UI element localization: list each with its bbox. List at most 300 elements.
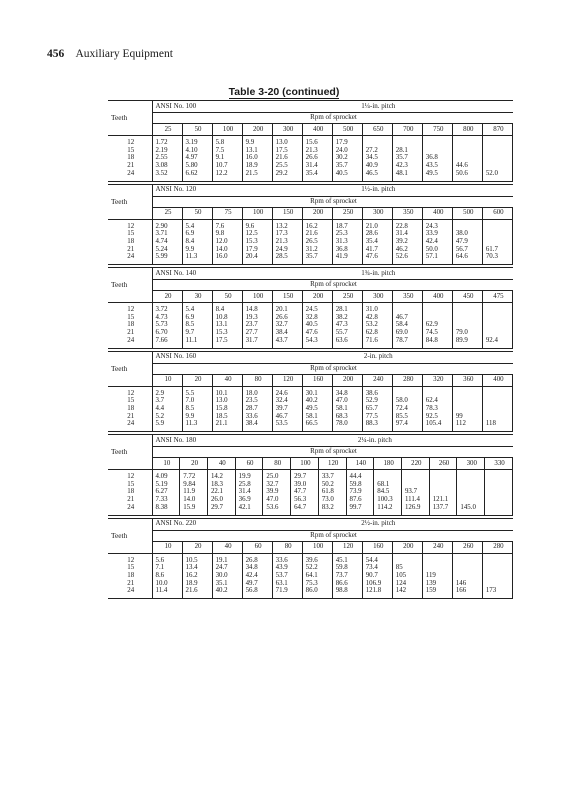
power-value: 73.4 [362,564,392,572]
power-value: 40.5 [332,170,362,181]
power-value: 7.0 [182,397,212,405]
power-value: 7.6 [212,219,242,230]
power-value [392,386,422,397]
power-value: 9.9 [182,413,212,421]
power-value: 35.1 [212,580,242,588]
power-value: 34.5 [362,154,392,162]
power-value [482,219,512,230]
power-value: 58.1 [332,405,362,413]
power-value: 12.0 [212,238,242,246]
rpm-value: 150 [272,207,302,219]
power-value: 29.7 [207,504,235,515]
power-value: 73.0 [318,496,346,504]
teeth-spacer [108,207,152,219]
rpm-value: 50 [182,207,212,219]
power-value [452,386,482,397]
power-value: 4.97 [182,154,212,162]
power-value: 1.72 [152,136,182,147]
rpm-value: 650 [362,124,392,136]
power-value: 84.8 [422,337,452,348]
power-value: 13.1 [242,147,272,155]
power-value [482,238,512,246]
power-value [362,136,392,147]
power-value: 44.4 [346,470,374,481]
power-value [482,321,512,329]
section-table [108,434,513,516]
rpm-value: 350 [392,207,422,219]
power-value: 6.70 [152,329,182,337]
power-value: 39.9 [263,488,291,496]
power-value: 45.1 [332,553,362,564]
rpm-value: 200 [392,541,422,553]
power-value: 52.9 [362,397,392,405]
table-row [108,572,513,580]
power-value: 22.1 [207,488,235,496]
power-value: 47.6 [362,253,392,264]
power-value [485,496,513,504]
power-value: 15.8 [212,405,242,413]
power-value: 124 [392,580,422,588]
power-value: 72.4 [392,405,422,413]
power-value: 106.9 [362,580,392,588]
power-value: 2.55 [152,154,182,162]
power-value [422,553,452,564]
table-row [108,219,513,230]
teeth-value: 18 [127,404,135,412]
rpm-label: Rpm of sprocket [152,447,513,458]
power-value: 32.8 [302,314,332,322]
power-value [482,553,512,564]
power-value [482,580,512,588]
page-number: 456 [47,48,65,60]
teeth-value: 21 [127,412,135,420]
rpm-value: 120 [272,374,302,386]
table-row [108,303,513,314]
rpm-value: 220 [401,458,429,470]
power-value: 53.2 [362,321,392,329]
teeth-value: 21 [127,162,135,170]
power-value: 14.2 [207,470,235,481]
power-value: 33.9 [422,230,452,238]
rpm-value: 20 [182,541,212,553]
power-value: 31.0 [362,303,392,314]
power-value [452,397,482,405]
power-value: 92.4 [482,337,512,348]
power-value: 40.2 [302,397,332,405]
power-value: 33.6 [242,413,272,421]
rpm-value: 25 [152,207,182,219]
table-row [108,314,513,322]
teeth-value: 21 [127,579,135,587]
rpm-value: 500 [452,207,482,219]
power-value: 57.1 [422,253,452,264]
power-value: 112 [452,420,482,431]
power-value [482,572,512,580]
power-value [429,488,457,496]
power-value: 74.5 [422,329,452,337]
power-value: 9.6 [242,219,272,230]
power-value: 62.4 [422,397,452,405]
power-value: 24.3 [422,219,452,230]
power-value: 9.9 [182,246,212,254]
power-value: 13.1 [212,321,242,329]
teeth-label: Teeth [111,196,128,206]
power-value: 10.7 [212,162,242,170]
power-value [482,413,512,421]
rpm-value: 600 [482,207,512,219]
table-row [108,587,513,598]
power-value [482,397,512,405]
ansi-number: ANSI No. 120 [152,184,242,196]
rating-table [108,100,513,599]
power-value: 23.5 [242,397,272,405]
power-value: 24.6 [272,386,302,397]
power-value: 111.4 [401,496,429,504]
rpm-value: 400 [422,291,452,303]
running-header [47,48,173,60]
power-value: 73.7 [332,572,362,580]
teeth-spacer [108,458,152,470]
power-value: 38.4 [242,420,272,431]
power-value: 88.3 [362,420,392,431]
power-value: 18.9 [242,162,272,170]
power-value: 68.3 [332,413,362,421]
teeth-value: 21 [127,496,135,504]
power-value [452,572,482,580]
teeth-value: 12 [127,556,135,564]
power-value: 16.0 [242,154,272,162]
power-value [482,564,512,572]
rpm-value: 240 [422,541,452,553]
teeth-value: 24 [108,170,152,181]
power-value: 54.3 [302,337,332,348]
power-value [457,470,485,481]
power-value: 56.3 [291,496,319,504]
power-value: 34.8 [332,386,362,397]
rpm-value: 120 [332,541,362,553]
table-row [108,329,513,337]
power-value: 13.0 [272,136,302,147]
rpm-value: 120 [318,458,346,470]
power-value [485,504,513,515]
table-title [0,86,568,98]
power-value: 73.9 [346,488,374,496]
table-row [108,481,513,489]
chain-pitch: 2¼-in. pitch [235,435,512,447]
power-value [452,154,482,162]
rpm-value: 200 [332,374,362,386]
section-table [108,267,513,349]
power-value: 15.3 [212,329,242,337]
power-value [429,470,457,481]
power-value: 119 [422,572,452,580]
teeth-value: 24 [108,253,152,264]
ansi-number: ANSI No. 160 [152,351,242,363]
power-value [452,219,482,230]
rpm-value: 450 [452,291,482,303]
power-value: 5.8 [212,136,242,147]
rpm-label: Rpm of sprocket [152,363,513,374]
power-value: 47.9 [452,238,482,246]
rpm-label: Rpm of sprocket [152,530,513,541]
teeth-spacer [108,374,152,386]
rpm-value: 100 [212,124,242,136]
power-value: 56.8 [242,587,272,598]
power-value: 61.8 [318,488,346,496]
rpm-value: 800 [452,124,482,136]
rpm-value: 100 [302,541,332,553]
power-value [457,481,485,489]
power-value [452,147,482,155]
power-value: 35.4 [362,238,392,246]
power-value: 18.3 [207,481,235,489]
power-value: 31.4 [302,162,332,170]
power-value: 17.9 [242,246,272,254]
power-value: 32.7 [272,321,302,329]
power-value: 65.7 [362,405,392,413]
power-value: 26.5 [302,238,332,246]
power-value: 159 [422,587,452,598]
power-value: 18.7 [332,219,362,230]
power-value: 93.7 [401,488,429,496]
power-value: 41.7 [362,246,392,254]
table-row [108,553,513,564]
power-value [452,321,482,329]
teeth-value: 15 [127,564,135,572]
power-value: 46.2 [392,246,422,254]
chain-pitch: 2-in. pitch [242,351,512,363]
rpm-value: 40 [212,541,242,553]
power-value: 8.4 [182,238,212,246]
power-value: 41.9 [332,253,362,264]
teeth-value: 21 [127,245,135,253]
power-value: 19.1 [212,553,242,564]
power-value: 39.6 [302,553,332,564]
rpm-value: 300 [457,458,485,470]
table-row [108,413,513,421]
table-row [108,136,513,147]
rpm-value: 50 [182,124,212,136]
table-row [108,405,513,413]
power-value: 10.8 [212,314,242,322]
power-value: 35.4 [302,170,332,181]
power-value: 26.6 [272,314,302,322]
power-value: 14.8 [242,303,272,314]
rpm-value: 260 [429,458,457,470]
table-row [108,420,513,431]
power-value [422,386,452,397]
section-table [108,184,513,266]
power-value: 8.38 [152,504,180,515]
table-row [108,470,513,481]
power-value: 3.72 [152,303,182,314]
rpm-value: 80 [242,374,272,386]
power-value [485,470,513,481]
power-value [452,405,482,413]
table-row [108,230,513,238]
power-value: 38.4 [272,329,302,337]
power-value: 146 [452,580,482,588]
rpm-value: 80 [272,541,302,553]
power-value: 145.0 [457,504,485,515]
rpm-value: 20 [180,458,208,470]
power-value: 21.0 [362,219,392,230]
power-value [485,481,513,489]
rpm-value: 150 [272,291,302,303]
power-value: 8.5 [182,321,212,329]
power-value: 35.7 [392,154,422,162]
power-value: 5.4 [182,303,212,314]
power-value: 48.1 [392,170,422,181]
power-value: 39.0 [291,481,319,489]
power-value: 16.2 [182,572,212,580]
rpm-value: 700 [392,124,422,136]
power-value: 56.7 [452,246,482,254]
power-value: 12.2 [212,170,242,181]
power-value [482,405,512,413]
power-value: 28.6 [362,230,392,238]
teeth-value: 18 [127,488,135,496]
power-value: 40.9 [362,162,392,170]
power-value: 99.7 [346,504,374,515]
power-value: 137.7 [429,504,457,515]
power-value: 36.8 [332,246,362,254]
rpm-label: Rpm of sprocket [152,280,513,291]
teeth-value: 18 [127,571,135,579]
rpm-value: 60 [235,458,263,470]
rpm-value: 400 [422,207,452,219]
section-table [108,100,513,182]
teeth-label: Teeth [111,363,128,373]
power-value [422,136,452,147]
power-value [452,136,482,147]
chain-pitch: 1¼-in. pitch [242,101,512,113]
power-value: 92.5 [422,413,452,421]
power-value: 6.62 [182,170,212,181]
chain-pitch: 2½-in. pitch [242,518,512,530]
power-value [392,553,422,564]
power-value [482,303,512,314]
chain-pitch: 1¾-in. pitch [242,268,512,280]
power-value [429,481,457,489]
power-value: 9.7 [182,329,212,337]
power-value: 3.7 [152,397,182,405]
power-value: 21.6 [272,154,302,162]
table-row [108,147,513,155]
power-value: 21.5 [242,170,272,181]
power-value: 52.0 [482,170,512,181]
rpm-value: 330 [485,458,513,470]
power-value: 31.2 [302,246,332,254]
power-value: 66.5 [302,420,332,431]
power-value: 29.2 [272,170,302,181]
table-row [108,397,513,405]
teeth-label: Teeth [111,280,128,290]
rpm-value: 20 [182,374,212,386]
power-value: 16.0 [212,253,242,264]
power-value: 5.2 [152,413,182,421]
power-value: 42.8 [362,314,392,322]
power-value: 9.1 [212,154,242,162]
power-value: 43.9 [272,564,302,572]
power-value: 36.9 [235,496,263,504]
power-value: 71.6 [362,337,392,348]
power-value: 64.1 [302,572,332,580]
teeth-spacer [108,268,152,280]
power-value [452,553,482,564]
power-value: 15.6 [302,136,332,147]
power-value: 13.2 [272,219,302,230]
power-value: 47.0 [332,397,362,405]
power-value: 64.6 [452,253,482,264]
power-value: 100.3 [374,496,402,504]
power-value: 9.84 [180,481,208,489]
power-value: 27.2 [362,147,392,155]
table-row [108,321,513,329]
power-value: 15.9 [180,504,208,515]
power-value: 3.08 [152,162,182,170]
rpm-value: 250 [332,207,362,219]
rpm-value: 300 [362,207,392,219]
power-value: 24.0 [332,147,362,155]
power-value: 142 [392,587,422,598]
power-value: 87.6 [346,496,374,504]
power-value: 15.3 [242,238,272,246]
teeth-value: 24 [108,504,152,515]
power-value: 114.2 [374,504,402,515]
rpm-value: 160 [362,541,392,553]
power-value: 53.7 [272,572,302,580]
power-value: 52.2 [302,564,332,572]
power-value: 34.8 [242,564,272,572]
rpm-value: 75 [212,207,242,219]
power-value: 5.4 [182,219,212,230]
power-value: 64.7 [291,504,319,515]
power-value [401,481,429,489]
power-value: 55.7 [332,329,362,337]
rpm-value: 10 [152,458,180,470]
table-row [108,488,513,496]
table-title-text: Table 3-20 (continued) [228,86,340,98]
rpm-value: 40 [212,374,242,386]
table-row [108,246,513,254]
table-row [108,170,513,181]
power-value: 46.7 [272,413,302,421]
power-value: 5.99 [152,253,182,264]
power-value: 24.9 [272,246,302,254]
power-value: 86.0 [302,587,332,598]
power-value: 4.10 [182,147,212,155]
ansi-number: ANSI No. 180 [152,435,235,447]
power-value: 9.8 [212,230,242,238]
power-value [482,136,512,147]
power-value [482,147,512,155]
power-value: 78.7 [392,337,422,348]
table-row [108,580,513,588]
teeth-label: Teeth [111,530,128,540]
teeth-value: 12 [127,306,135,314]
teeth-value: 12 [127,473,135,481]
power-value: 8.4 [212,303,242,314]
rpm-value: 25 [152,124,182,136]
ansi-number: ANSI No. 220 [152,518,242,530]
power-value: 17.5 [212,337,242,348]
power-value: 49.5 [422,170,452,181]
power-value: 16.2 [302,219,332,230]
power-value: 25.0 [263,470,291,481]
teeth-value: 15 [127,397,135,405]
power-value: 44.6 [452,162,482,170]
